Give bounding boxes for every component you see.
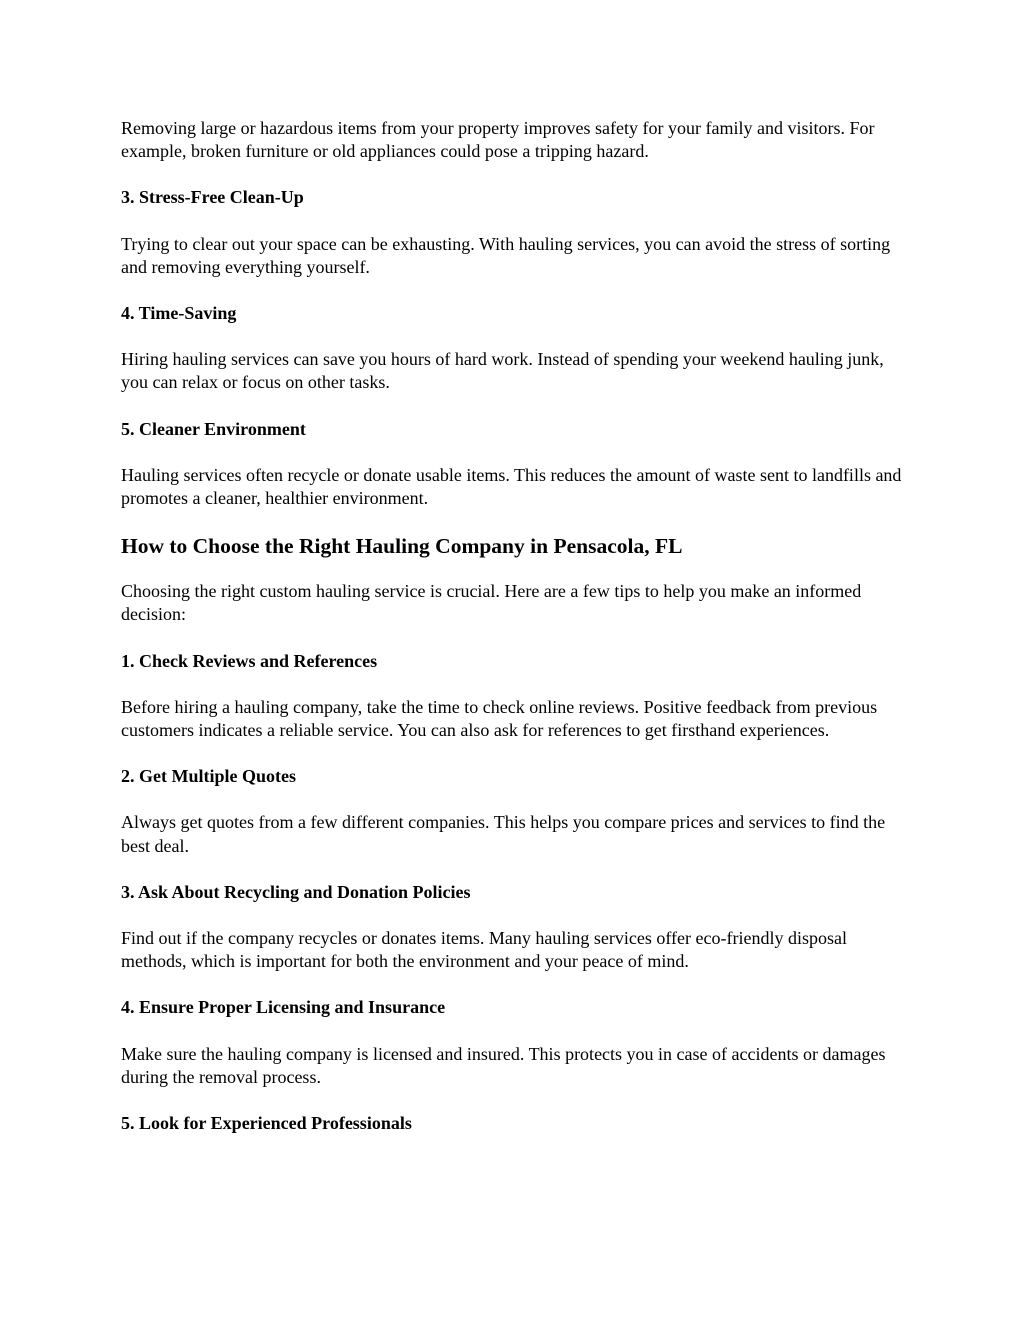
heading-check-reviews: 1. Check Reviews and References — [121, 650, 378, 671]
heading-time-saving: 4. Time-Saving — [121, 303, 237, 324]
heading-stress-free: 3. Stress-Free Clean-Up — [121, 187, 304, 208]
paragraph-stress-free: Trying to clear out your space can be exhausting. With hauling services, you can avoid the stress of sorting and removing everything yourself. — [121, 233, 891, 277]
heading-cleaner-environment: 5. Cleaner Environment — [121, 418, 306, 439]
paragraph-choose-intro: Choosing the right custom hauling service is crucial. Here are a few tips to help you make an informed decision: — [121, 581, 862, 625]
section-heading-choose-company: How to Choose the Right Hauling Company in Pensacola, FL — [121, 534, 683, 559]
paragraph-check-reviews: Before hiring a hauling company, take the time to check online reviews. Positive feedback from previous customers indicates a reliable service. You can also ask for references to get firsthand experiences. — [121, 696, 878, 741]
paragraph-safety: Removing large or hazardous items from your property improves safety for your family and visitors. For example, broken furniture or old appliances could pose a tripping hazard. — [121, 118, 875, 162]
paragraph-time-saving: Hiring hauling services can save you hours of hard work. Instead of spending your weekend hauling junk, you can relax or focus on other tasks. — [121, 349, 884, 393]
heading-experienced-professionals: 5. Look for Experienced Professionals — [121, 1113, 412, 1134]
paragraph-cleaner-environment: Hauling services often recycle or donate usable items. This reduces the amount of waste sent to landfills and promotes a cleaner, healthier environment. — [121, 464, 902, 509]
paragraph-licensing-insurance: Make sure the hauling company is licensed and insured. This protects you in case of accidents or damages during the removal process. — [121, 1043, 886, 1087]
heading-licensing-insurance: 4. Ensure Proper Licensing and Insurance — [121, 997, 446, 1018]
paragraph-multiple-quotes: Always get quotes from a few different companies. This helps you compare prices and services to find the best deal. — [121, 812, 886, 856]
heading-recycling-policies: 3. Ask About Recycling and Donation Policies — [121, 881, 471, 902]
heading-multiple-quotes: 2. Get Multiple Quotes — [121, 766, 296, 787]
paragraph-recycling-policies: Find out if the company recycles or donates items. Many hauling services offer eco-friendly disposal methods, which is important for both the environment and your peace of mind. — [121, 928, 847, 972]
document-page — [121, 117, 911, 1158]
